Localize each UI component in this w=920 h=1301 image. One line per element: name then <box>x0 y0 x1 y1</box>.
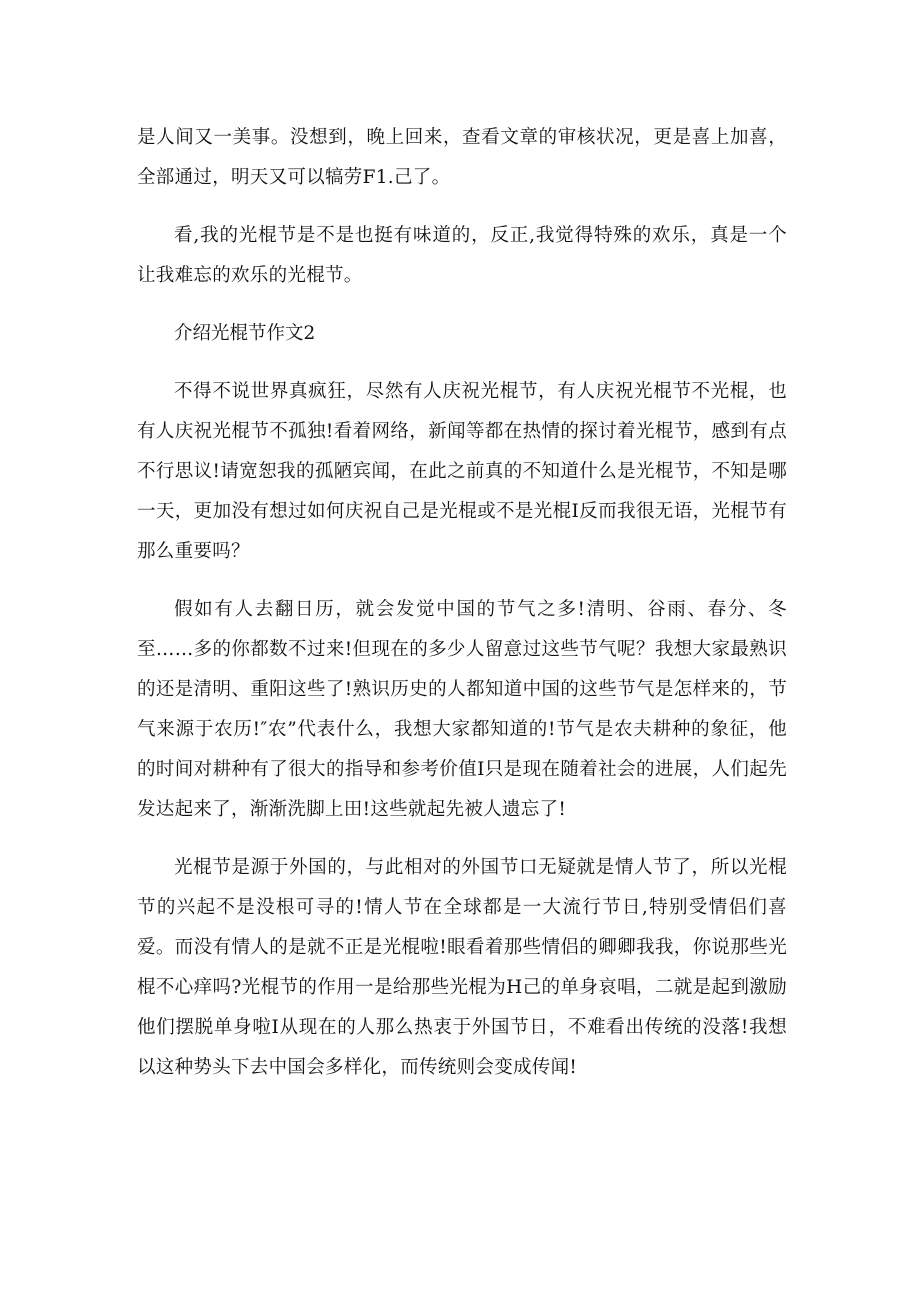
paragraph-gap <box>137 830 787 848</box>
paragraph-gap <box>137 198 787 216</box>
document-body <box>137 118 787 1088</box>
paragraph-happy-singles-day: 看,我的光棍节是不是也挺有味道的，反正,我觉得特殊的欢乐，真是一个让我难忘的欢乐的光棍节。 <box>137 225 787 286</box>
section-heading: 介绍光棍节作文2 <box>174 323 316 344</box>
paragraph-solar-terms: 假如有人去翻日历，就会发觉中国的节气之多!清明、谷雨、春分、冬至……多的你都数不过来!但现在的多少人留意过这些节气呢？我想大家最熟识的还是清明、重阳这些了!熟识历史的人都知道中国的这些节气是怎样来的，节气来源于农历!″农”代表什么，我想大家都知道的!节气是农夫耕种的象征，他的时间对耕种有了很大的指导和参考价值I只是现在随着社会的进展，人们起先发达起来了，渐渐洗脚上田!这些就起先被人遗忘了! <box>137 599 787 820</box>
paragraph-gap <box>137 572 787 590</box>
paragraph-foreign-origin: 光棍节是源于外国的，与此相对的外国节口无疑就是情人节了，所以光棍节的兴起不是没根可寻的!情人节在全球都是一大流行节日,特别受情侣们喜爱。而没有情人的是就不正是光棍啦!眼看着那些情侣的卿卿我我，你说那些光棍不心痒吗?光棍节的作用一是给那些光棍为H己的单身哀唱，二就是起到激励他们摆脱单身啦I从现在的人那么热衷于外国节日，不难看出传统的没落!我想以这种势头下去中国会多样化，而传统则会变成传闻! <box>137 857 787 1078</box>
paragraph-gap <box>137 296 787 314</box>
paragraph-continuation: 是人间又一美事。没想到，晚上回来，查看文章的审核状况，更是喜上加喜，全部通过，明天又可以犒劳F1.己了。 <box>137 127 787 188</box>
paragraph-gap <box>137 354 787 372</box>
paragraph-crazy-world: 不得不说世界真疯狂，尽然有人庆祝光棍节，有人庆祝光棍节不光棍，也有人庆祝光棍节不孤独!看着网络，新闻等都在热情的探讨着光棍节，感到有点不行思议!请宽恕我的孤陋宾闻，在此之前真的不知道什么是光棍节，不知是哪一天，更加没有想过如何庆祝自己是光棍或不是光棍I反而我很无语，光棍节有那么重要吗？ <box>137 381 787 562</box>
